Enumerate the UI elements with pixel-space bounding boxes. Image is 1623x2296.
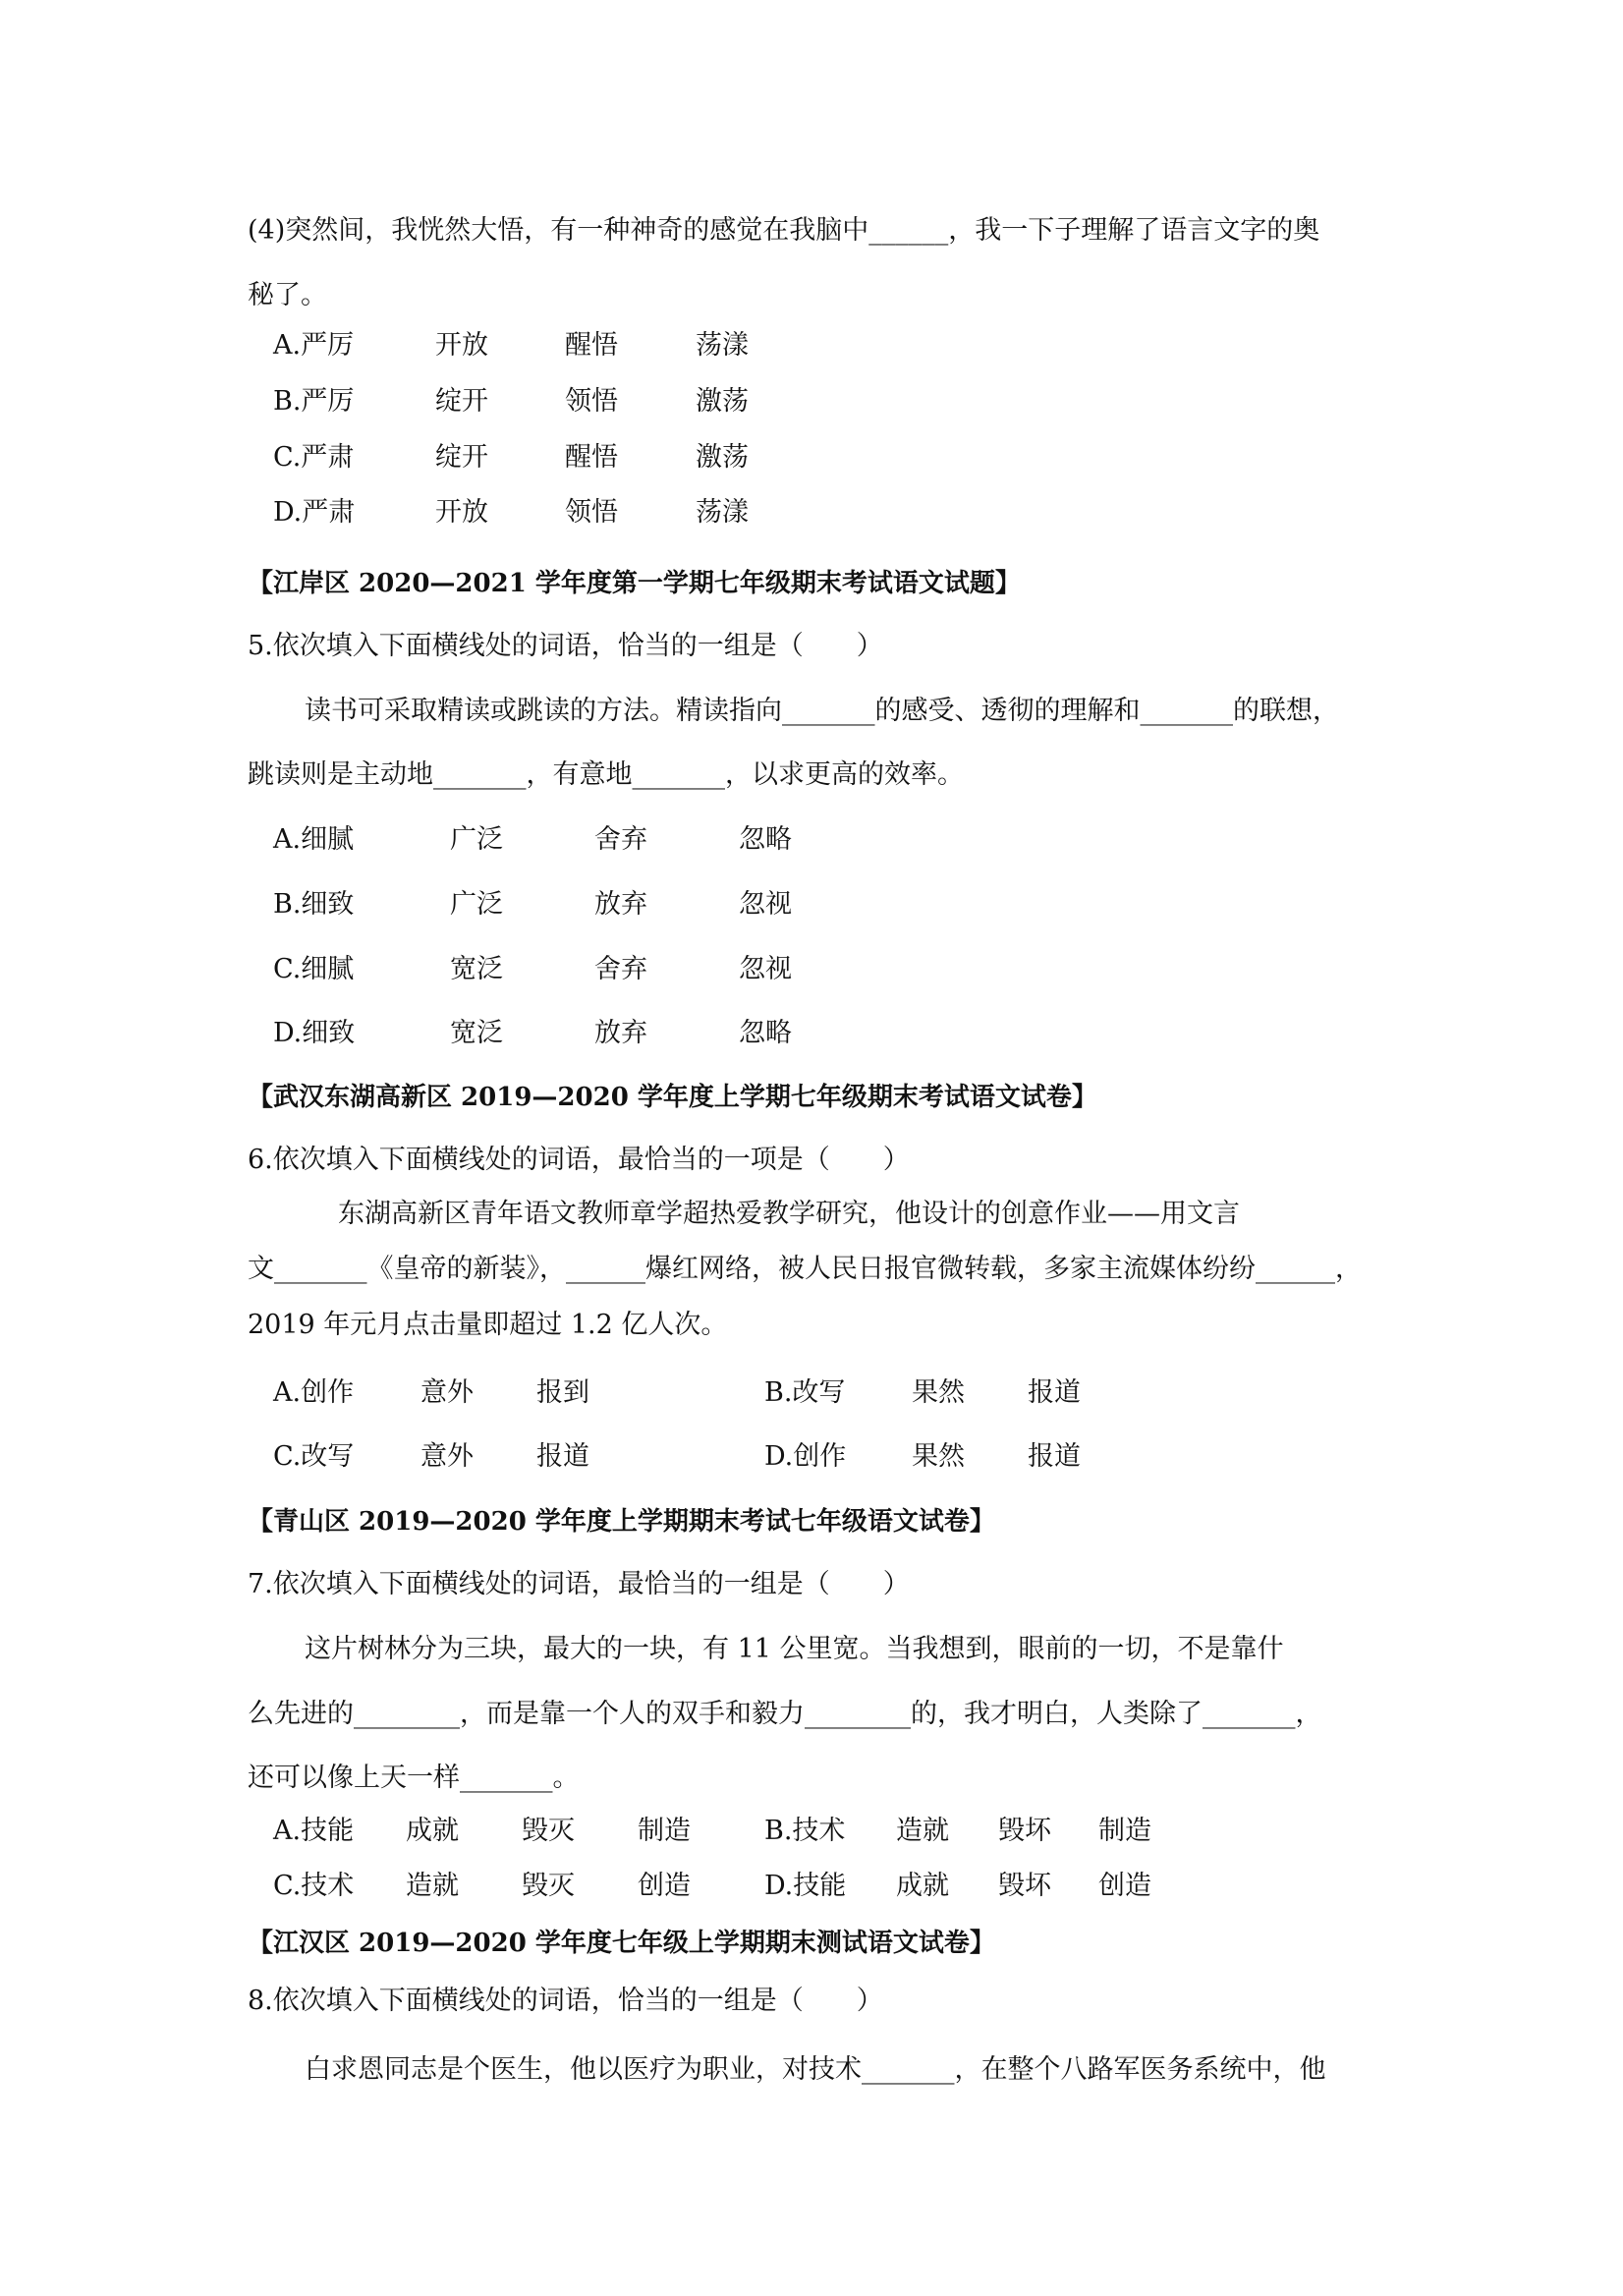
option-word: 激荡 (696, 442, 749, 473)
question-stem: 8.依次填入下面横线处的词语，恰当的一组是（ ） (248, 1986, 883, 2016)
option-word: 忽视 (739, 889, 792, 920)
option-label: C.严肃 (273, 442, 355, 473)
passage-line: 么先进的________，而是靠一个人的双手和毅力________的，我才明白，人类除了_______， (248, 1699, 1322, 1729)
option-label: D.细致 (273, 1018, 356, 1048)
option-label: C.细腻 (273, 954, 355, 984)
option-word: 果然 (912, 1441, 965, 1472)
option-word: 创造 (638, 1871, 691, 1901)
option-word: 意外 (420, 1441, 474, 1472)
question-stem: 6.依次填入下面横线处的词语，最恰当的一项是（ ） (248, 1145, 910, 1175)
option-word: 果然 (912, 1377, 965, 1408)
option-word: 宽泛 (450, 1018, 503, 1048)
q4-option-row (0, 496, 1623, 530)
s7-option-row (0, 1870, 1623, 1903)
option-word: 造就 (896, 1816, 949, 1846)
option-word: 成就 (406, 1816, 459, 1846)
option-word: 放弃 (594, 889, 647, 920)
option-word: 荡漾 (696, 330, 749, 361)
option-word: 开放 (435, 497, 488, 528)
option-word: 领悟 (565, 497, 618, 528)
option-word: 激荡 (696, 386, 749, 417)
option-word: 绽开 (435, 442, 488, 473)
option-word: 报到 (536, 1377, 589, 1408)
option-label: C.技术 (273, 1871, 355, 1901)
option-word: 醒悟 (565, 330, 618, 361)
option-label: B.技术 (764, 1816, 846, 1846)
option-word: 毁灭 (522, 1816, 575, 1846)
option-label: D.创作 (764, 1441, 847, 1472)
passage-line: 白求恩同志是个医生，他以医疗为职业，对技术_______，在整个八路军医务系统中，他 (305, 2054, 1326, 2085)
question-stem: 7.依次填入下面横线处的词语，最恰当的一组是（ ） (248, 1569, 910, 1599)
passage-line: 这片树林分为三块，最大的一块，有 11 公里宽。当我想到，眼前的一切，不是靠什 (305, 1634, 1284, 1664)
option-label: B.改写 (764, 1377, 846, 1408)
option-word: 毁坏 (998, 1871, 1051, 1901)
passage-line: 读书可采取精读或跳读的方法。精读指向_______的感受、透彻的理解和_______的联想， (305, 696, 1339, 726)
option-label: C.改写 (273, 1441, 355, 1472)
section-header: 【江岸区 2020—2021 学年度第一学期七年级期末考试语文试题】 (248, 569, 1021, 598)
option-word: 制造 (638, 1816, 691, 1846)
option-word: 造就 (406, 1871, 459, 1901)
option-label: A.细腻 (273, 824, 355, 855)
option-word: 创造 (1098, 1871, 1151, 1901)
option-label: B.严厉 (273, 386, 355, 417)
option-word: 毁坏 (998, 1816, 1051, 1846)
option-word: 意外 (420, 1377, 474, 1408)
passage-line: 跳读则是主动地_______，有意地_______，以求更高的效率。 (248, 759, 964, 790)
option-word: 制造 (1098, 1816, 1151, 1846)
q4-option-row (0, 385, 1623, 419)
q4-option-row (0, 329, 1623, 363)
passage-line: 还可以像上天一样_______。 (248, 1763, 580, 1793)
section-header: 【青山区 2019—2020 学年度上学期期末考试七年级语文试卷】 (248, 1507, 995, 1537)
option-word: 舍弃 (594, 954, 647, 984)
option-word: 宽泛 (450, 954, 503, 984)
option-label: B.细致 (273, 889, 355, 920)
option-word: 成就 (896, 1871, 949, 1901)
option-word: 报道 (1028, 1377, 1081, 1408)
question-stem: 5.依次填入下面横线处的词语，恰当的一组是（ ） (248, 631, 883, 661)
option-word: 荡漾 (696, 497, 749, 528)
s6-option-row (0, 1376, 1623, 1410)
option-label: A.创作 (273, 1377, 355, 1408)
s5-option-row (0, 953, 1623, 986)
s5-option-row (0, 1017, 1623, 1050)
option-word: 绽开 (435, 386, 488, 417)
s5-option-row (0, 823, 1623, 857)
section-header: 【江汉区 2019—2020 学年度七年级上学期期末测试语文试卷】 (248, 1929, 995, 1958)
option-word: 忽略 (739, 824, 792, 855)
option-word: 醒悟 (565, 442, 618, 473)
q4-line-2: 秘了。 (248, 280, 327, 310)
s6-option-row (0, 1440, 1623, 1474)
q4-option-row (0, 441, 1623, 475)
option-label: A.技能 (273, 1816, 355, 1846)
section-header: 【武汉东湖高新区 2019—2020 学年度上学期七年级期末考试语文试卷】 (248, 1083, 1097, 1112)
q4-line-1: (4)突然间，我恍然大悟，有一种神奇的感觉在我脑中______，我一下子理解了语言文字的奥 (248, 215, 1320, 246)
option-word: 报道 (1028, 1441, 1081, 1472)
s7-option-row (0, 1815, 1623, 1848)
option-word: 报道 (536, 1441, 589, 1472)
passage-line: 文_______《皇帝的新装》，______爆红网络，被人民日报官微转载，多家主流媒体纷纷______， (248, 1254, 1362, 1284)
option-word: 放弃 (594, 1018, 647, 1048)
option-word: 忽略 (739, 1018, 792, 1048)
option-word: 毁灭 (522, 1871, 575, 1901)
option-word: 广泛 (450, 889, 503, 920)
passage-line: 2019 年元月点击量即超过 1.2 亿人次。 (248, 1310, 728, 1340)
option-word: 领悟 (565, 386, 618, 417)
s5-option-row (0, 888, 1623, 922)
passage-line: 东湖高新区青年语文教师章学超热爱教学研究，他设计的创意作业——用文言 (338, 1199, 1240, 1229)
option-word: 忽视 (739, 954, 792, 984)
option-label: D.严肃 (273, 497, 356, 528)
option-word: 开放 (435, 330, 488, 361)
option-word: 广泛 (450, 824, 503, 855)
option-label: A.严厉 (273, 330, 355, 361)
option-label: D.技能 (764, 1871, 847, 1901)
option-word: 舍弃 (594, 824, 647, 855)
